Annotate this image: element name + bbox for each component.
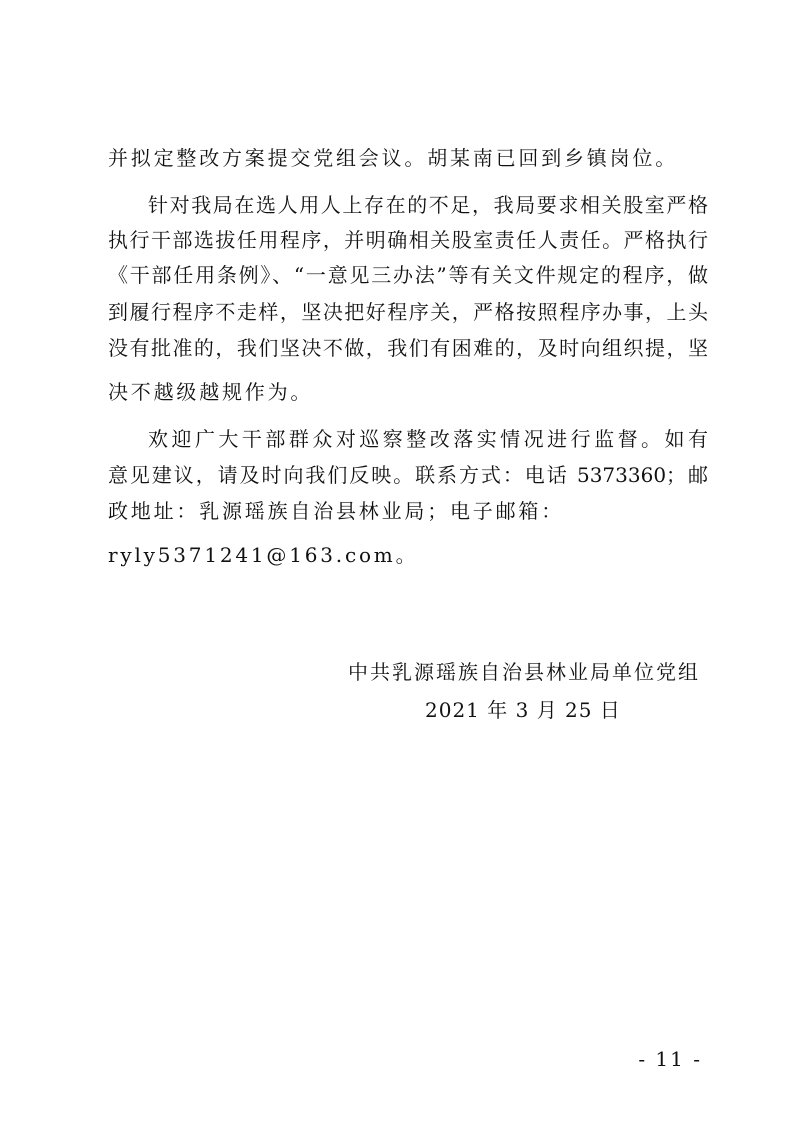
page-number: - 11 -	[638, 1047, 702, 1071]
signature-date: 2021 年 3 月 25 日	[425, 698, 621, 722]
paragraph-2-line-4: 到履行程序不走样，坚决把好程序关，严格按照程序办事，上头	[108, 300, 708, 324]
paragraph-2-line-5: 没有批准的，我们坚决不做，我们有困难的，及时向组织提，坚	[108, 336, 708, 360]
paragraph-3-line-1: 欢迎广大干部群众对巡察整改落实情况进行监督。如有	[148, 427, 708, 451]
paragraph-3-line-4: ryly5371241@163.com。	[108, 543, 419, 567]
paragraph-3-line-3: 政地址：乳源瑶族自治县林业局；电子邮箱：	[108, 499, 564, 523]
signature-organization: 中共乳源瑶族自治县林业局单位党组	[348, 660, 700, 684]
paragraph-2-line-2: 执行干部选拔任用程序，并明确相关股室责任人责任。严格执行	[108, 228, 708, 252]
paragraph-2-line-1: 针对我局在选人用人上存在的不足，我局要求相关股室严格	[148, 193, 708, 217]
paragraph-3-line-2: 意见建议，请及时向我们反映。联系方式：电话 5373360；邮	[108, 463, 708, 487]
paragraph-2-line-3: 《干部任用条例》、“一意见三办法”等有关文件规定的程序，做	[108, 263, 708, 287]
paragraph-1-line-1: 并拟定整改方案提交党组会议。胡某南已回到乡镇岗位。	[108, 146, 678, 170]
paragraph-2-line-6: 决不越级越规作为。	[108, 380, 314, 404]
